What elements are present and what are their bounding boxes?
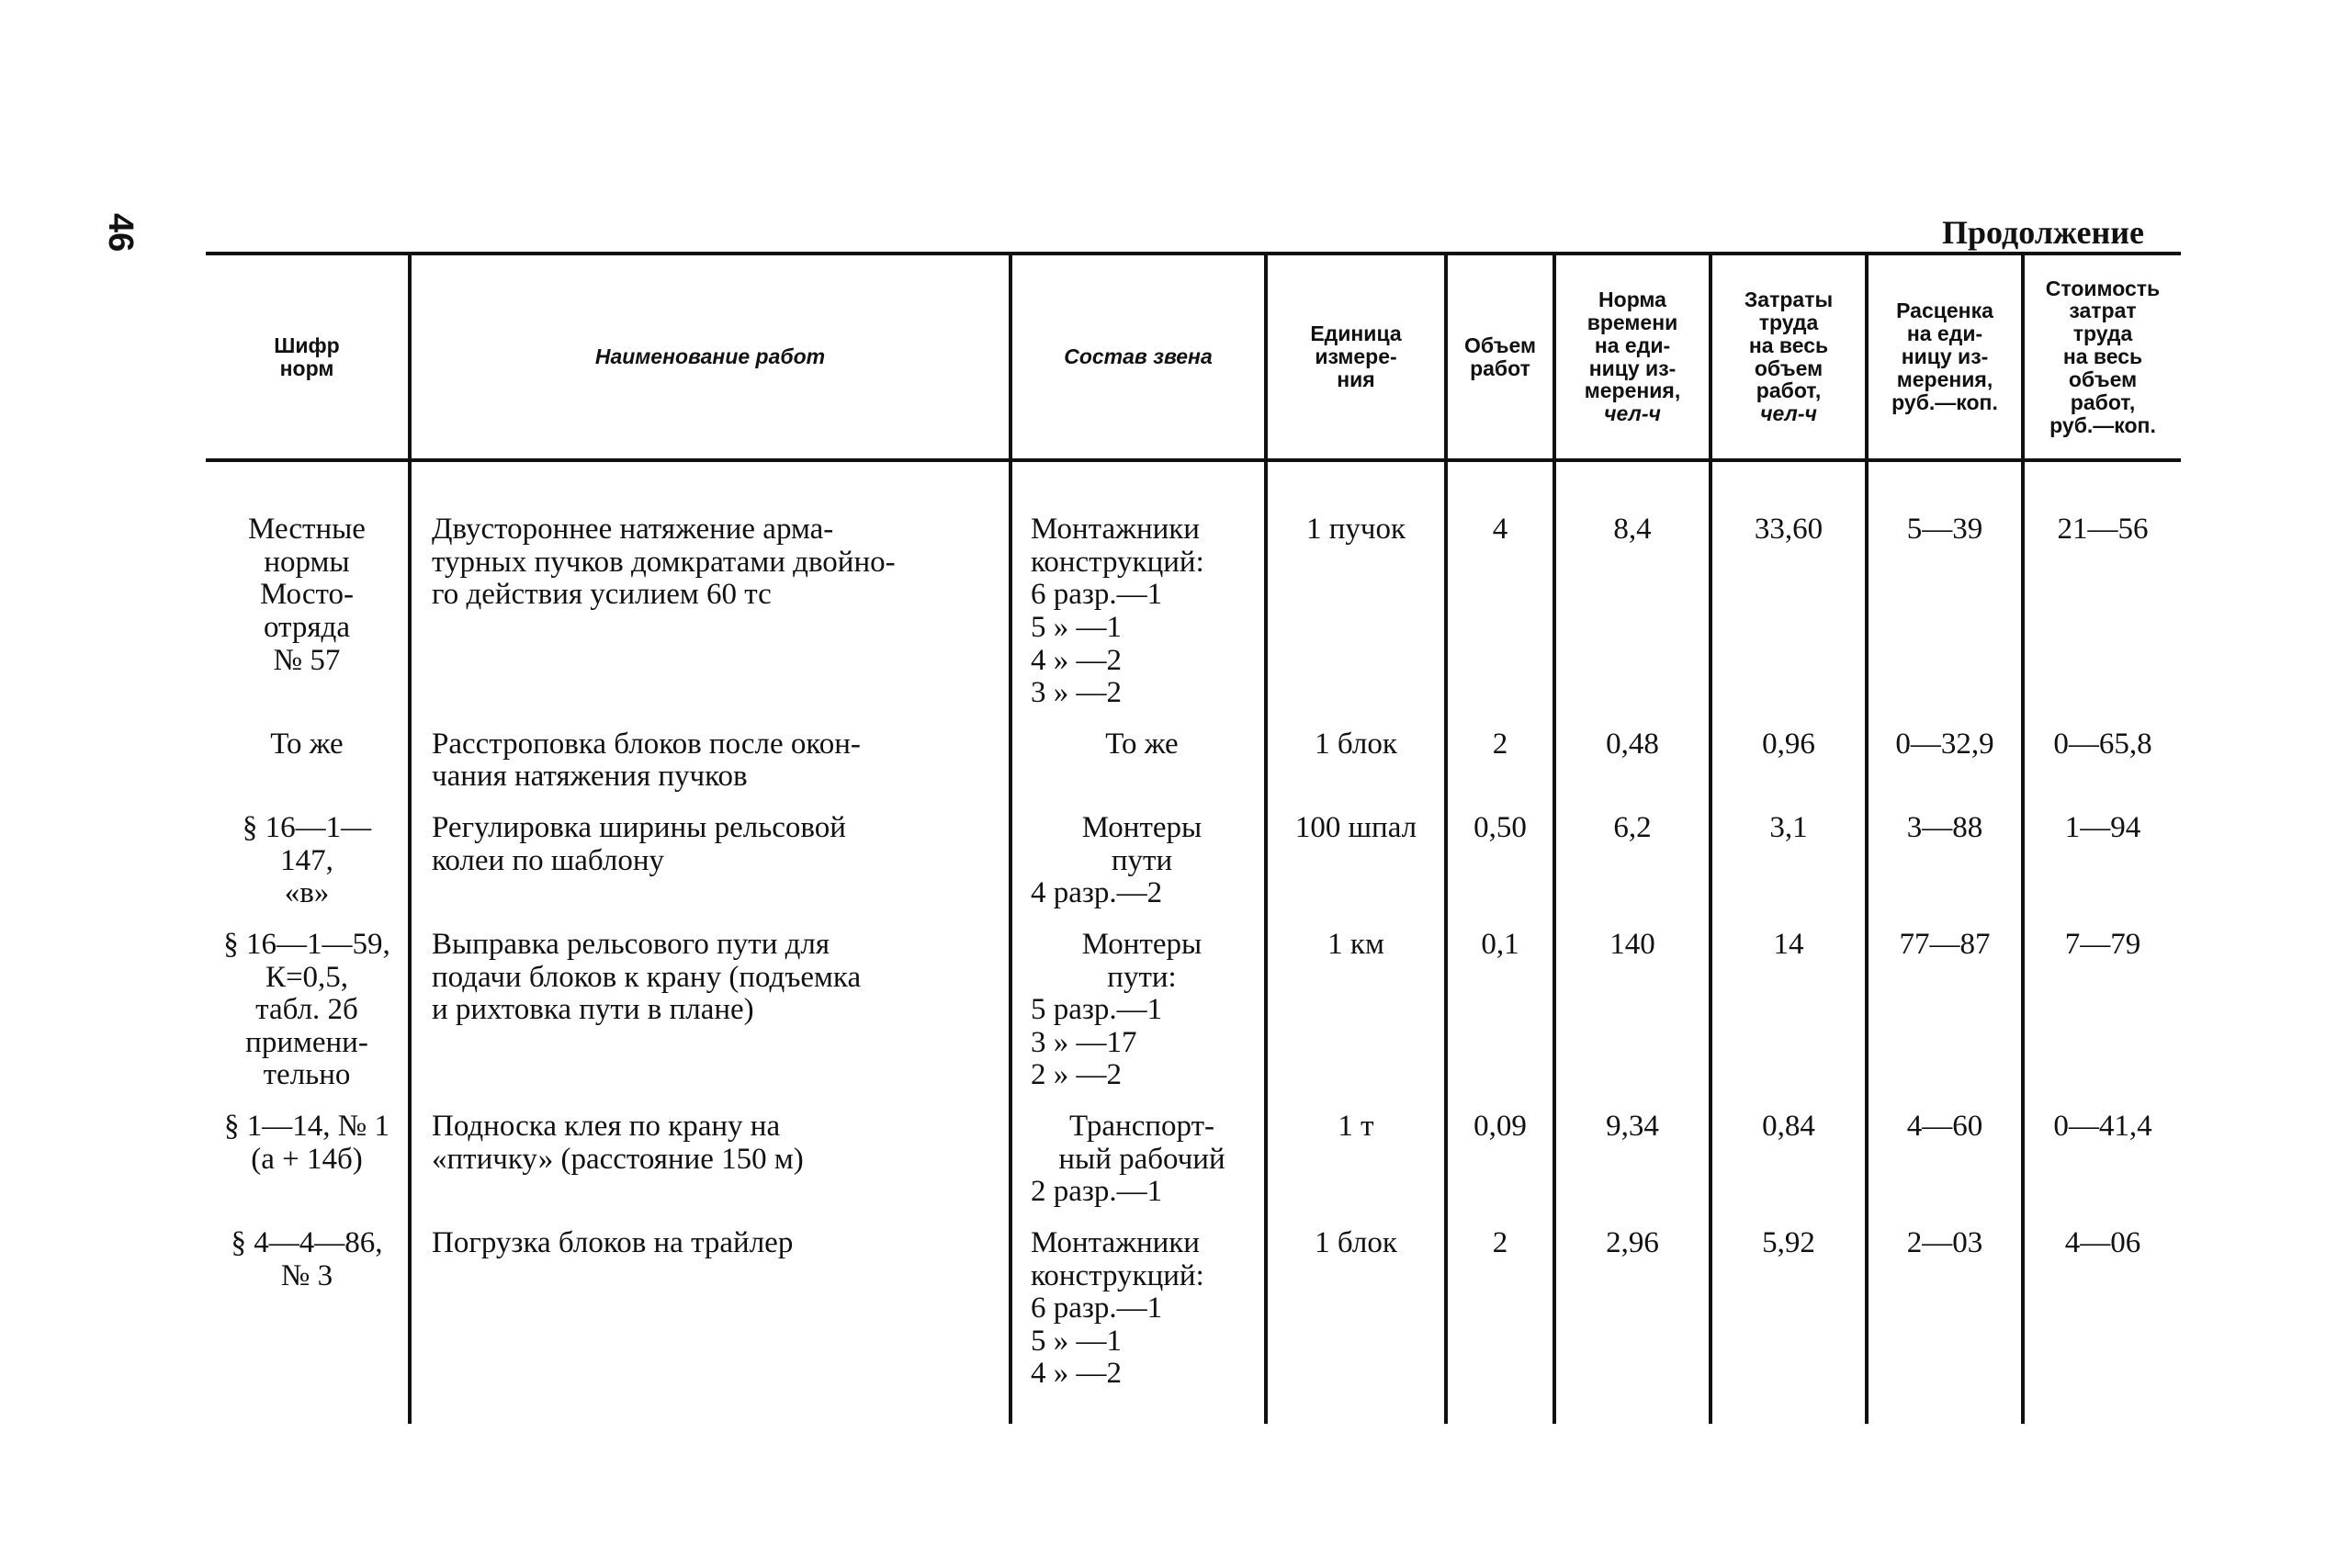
crew-list: 6 разр.—1 5 » —1 4 » —2 <box>1031 1292 1163 1391</box>
cell-crew <box>1011 807 1266 923</box>
table-row <box>206 1222 2181 1424</box>
header-labor-main: Затраты труда на весь объем работ, <box>1744 288 1834 403</box>
cell-crew <box>1011 1222 1266 1424</box>
cell-rate: 77—87 <box>1867 923 2023 1105</box>
table-row <box>206 807 2181 923</box>
crew-title: Монтажники конструкций: <box>1031 1225 1204 1292</box>
page-number: 46 <box>101 213 140 253</box>
crew-title: Монтажники конструкций: <box>1031 513 1204 579</box>
cell-norm: 0,48 <box>1554 723 1711 807</box>
cell-name: Регулировка ширины рельсовой колеи по шаблону <box>410 807 1011 923</box>
cell-labor: 14 <box>1711 923 1867 1105</box>
cell-cost: 1—94 <box>2023 807 2181 923</box>
header-cost: Стоимость затрат труда на весь объем работ, руб.—коп. <box>2023 254 2181 460</box>
crew-title: Транспорт- ный рабочий <box>1058 1110 1225 1176</box>
cell-code: То же <box>270 727 344 761</box>
cell-name: Двустороннее натяжение арма- турных пучков домкратами двойно- го действия усилием 60 тс <box>410 460 1011 723</box>
cell-cost: 21—56 <box>2023 460 2181 723</box>
cell-norm: 8,4 <box>1554 460 1711 723</box>
crew-list: 6 разр.—1 5 » —1 4 » —2 3 » —2 <box>1031 578 1163 710</box>
cell-norm: 9,34 <box>1554 1105 1711 1222</box>
cell-norm: 2,96 <box>1554 1222 1711 1424</box>
table-row <box>206 460 2181 723</box>
cell-unit: 1 т <box>1266 1105 1446 1222</box>
header-crew: Состав звена <box>1011 254 1266 460</box>
cell-code: § 16—1—59, К=0,5, табл. 2б примени- тельно <box>223 927 390 1092</box>
header-norm <box>1554 254 1711 460</box>
crew-title: То же <box>1105 727 1179 761</box>
cell-volume: 0,1 <box>1446 923 1554 1105</box>
table-header-row <box>206 254 2181 460</box>
cell-volume: 2 <box>1446 723 1554 807</box>
header-name: Наименование работ <box>410 254 1011 460</box>
header-labor-unit: чел-ч <box>1760 401 1817 426</box>
crew-list: 4 разр.—2 <box>1031 876 1163 910</box>
crew-list: 2 разр.—1 <box>1031 1175 1163 1209</box>
crew-title: Монтеры пути <box>1081 811 1203 877</box>
header-labor <box>1711 254 1867 460</box>
cell-volume: 2 <box>1446 1222 1554 1424</box>
cell-name: Подноска клея по крану на «птичку» (расстояние 150 м) <box>410 1105 1011 1222</box>
table-row <box>206 923 2181 1105</box>
cell-rate: 5—39 <box>1867 460 2023 723</box>
cell-rate: 3—88 <box>1867 807 2023 923</box>
cell-cost: 7—79 <box>2023 923 2181 1105</box>
cell-labor: 0,84 <box>1711 1105 1867 1222</box>
cell-labor: 3,1 <box>1711 807 1867 923</box>
cell-unit: 100 шпал <box>1266 807 1446 923</box>
cell-rate: 2—03 <box>1867 1222 2023 1424</box>
cell-unit: 1 пучок <box>1266 460 1446 723</box>
header-norm-unit: чел-ч <box>1604 401 1661 426</box>
cell-name: Выправка рельсового пути для подачи блоков к крану (подъемка и рихтовка пути в плане) <box>410 923 1011 1105</box>
cell-volume: 0,09 <box>1446 1105 1554 1222</box>
cell-norm: 6,2 <box>1554 807 1711 923</box>
cell-code: § 16—1—147, «в» <box>242 811 372 910</box>
cell-unit: 1 блок <box>1266 1222 1446 1424</box>
cell-volume: 0,50 <box>1446 807 1554 923</box>
header-volume: Объем работ <box>1446 254 1554 460</box>
cell-rate: 0—32,9 <box>1867 723 2023 807</box>
cell-rate: 4—60 <box>1867 1105 2023 1222</box>
cell-name: Расстроповка блоков после окон- чания натяжения пучков <box>410 723 1011 807</box>
crew-title: Монтеры пути: <box>1081 927 1203 994</box>
cell-crew <box>1011 460 1266 723</box>
cell-cost: 0—65,8 <box>2023 723 2181 807</box>
cell-crew <box>1011 723 1266 807</box>
header-norm-main: Норма времени на еди- ницу из- мерения, <box>1584 288 1681 403</box>
cell-name: Погрузка блоков на трайлер <box>410 1222 1011 1424</box>
crew-list: 5 разр.—1 3 » —17 2 » —2 <box>1031 993 1163 1092</box>
cell-volume: 4 <box>1446 460 1554 723</box>
cell-unit: 1 км <box>1266 923 1446 1105</box>
cell-crew <box>1011 1105 1266 1222</box>
table-row <box>206 1105 2181 1222</box>
cell-unit: 1 блок <box>1266 723 1446 807</box>
cell-labor: 5,92 <box>1711 1222 1867 1424</box>
cell-code: § 4—4—86, № 3 <box>231 1225 383 1292</box>
header-rate: Расценка на еди- ницу из- мерения, руб.—коп. <box>1867 254 2023 460</box>
continuation-label: Продолжение <box>1942 214 2144 251</box>
cell-labor: 0,96 <box>1711 723 1867 807</box>
cell-code: Местные нормы Мосто- отряда № 57 <box>248 513 366 677</box>
cell-cost: 4—06 <box>2023 1222 2181 1424</box>
cell-norm: 140 <box>1554 923 1711 1105</box>
cell-labor: 33,60 <box>1711 460 1867 723</box>
cell-cost: 0—41,4 <box>2023 1105 2181 1222</box>
table-row <box>206 723 2181 807</box>
cell-code: § 1—14, № 1 (а + 14б) <box>224 1110 390 1176</box>
header-unit: Единица измере- ния <box>1266 254 1446 460</box>
norms-table <box>206 252 2181 1424</box>
header-code: Шифр норм <box>206 254 410 460</box>
cell-crew <box>1011 923 1266 1105</box>
